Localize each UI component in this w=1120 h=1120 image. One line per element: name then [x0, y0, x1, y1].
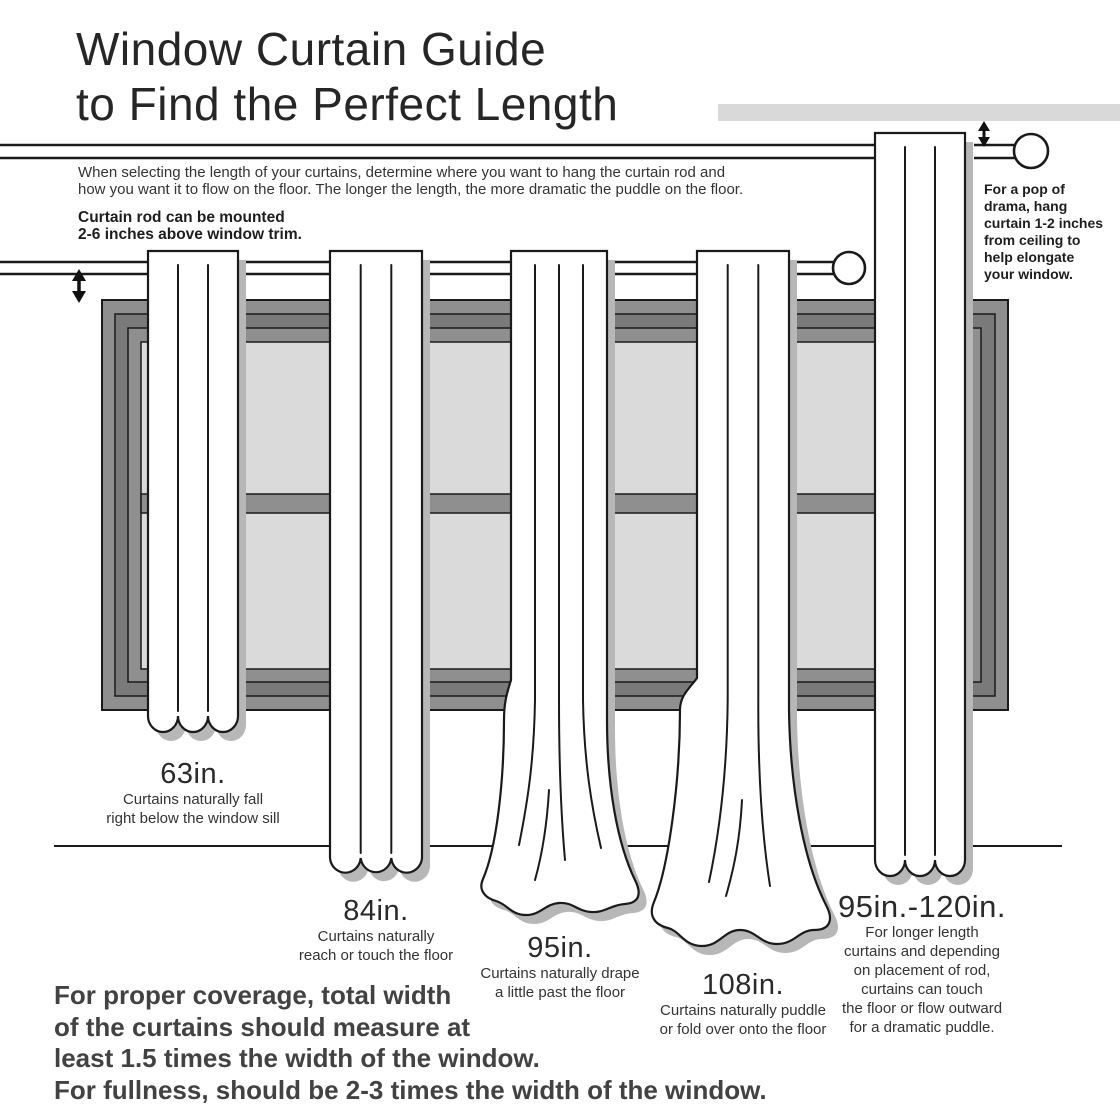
intro-text [78, 164, 743, 198]
ceiling-gap-arrow-icon [978, 121, 990, 147]
rod-finial-lower [833, 252, 865, 284]
intro-line-2: how you want it to flow on the floor. The longer the length, the more dramatic the puddle on the floor. [78, 181, 744, 198]
coverage-line: For fullness, should be 2-3 times the width of the window. [54, 1074, 767, 1105]
drama-note-line: help elongate [984, 249, 1075, 265]
coverage-line: least 1.5 times the width of the window. [54, 1043, 540, 1073]
desc-line: a little past the floor [494, 984, 626, 1001]
curtain-length-95-120in: 95in.-120in. [837, 889, 1007, 924]
label-63in [106, 758, 279, 828]
desc-line: for a dramatic puddle. [849, 1019, 995, 1036]
coverage-note [54, 980, 767, 1106]
curtain-desc-95-120in [838, 923, 1006, 1037]
curtain-length-63in: 63in. [160, 758, 226, 790]
rod-mount-note [78, 209, 302, 243]
curtain-84in [330, 251, 430, 882]
intro-line-1: When selecting the length of your curtains, determine where you want to hang the curtain rod and [78, 164, 726, 181]
curtain-95-120in [875, 133, 973, 885]
curtain-length-84in: 84in. [343, 895, 409, 927]
desc-line: Curtains naturally fall [122, 791, 264, 808]
title-line-1: Window Curtain Guide [76, 23, 547, 75]
coverage-line: of the curtains should measure at [54, 1011, 471, 1042]
desc-line: on placement of rod, [853, 962, 991, 979]
desc-line: For longer length [865, 924, 979, 941]
desc-line: or fold over onto the floor [659, 1021, 827, 1038]
curtain-desc-63in [106, 790, 279, 828]
rod-mount-note-line-2: 2-6 inches above window trim. [78, 226, 302, 243]
drama-note-line: curtain 1-2 inches [984, 215, 1104, 231]
title-line-2: to Find the Perfect Length [76, 78, 619, 130]
desc-line: Curtains naturally puddle [660, 1002, 826, 1019]
label-84in [299, 895, 453, 965]
desc-line: curtains and depending [844, 943, 1000, 960]
label-95-120in [838, 891, 1006, 1037]
coverage-line: For proper coverage, total width [54, 980, 452, 1010]
drama-note-line: from ceiling to [984, 232, 1081, 248]
rod-mount-note-line-1: Curtain rod can be mounted [78, 209, 285, 226]
drama-note-line: For a pop of [984, 181, 1065, 197]
desc-line: curtains can touch [861, 981, 983, 998]
desc-line: reach or touch the floor [298, 947, 454, 964]
curtain-length-108in: 108in. [701, 969, 785, 1001]
drama-note-line: your window. [984, 266, 1073, 282]
desc-line: Curtains naturally drape [480, 965, 640, 982]
curtain-63in [148, 251, 246, 741]
rod-finial-upper [1014, 134, 1048, 168]
ceiling-bar [718, 104, 1120, 121]
curtain-length-95in: 95in. [527, 932, 593, 964]
curtain-desc-84in [299, 927, 453, 965]
page-title [76, 22, 618, 132]
desc-line: right below the window sill [106, 810, 280, 827]
drama-note [984, 181, 1103, 283]
desc-line: Curtains naturally [317, 928, 435, 945]
desc-line: the floor or flow outward [841, 1000, 1003, 1017]
drama-note-line: drama, hang [984, 198, 1068, 214]
